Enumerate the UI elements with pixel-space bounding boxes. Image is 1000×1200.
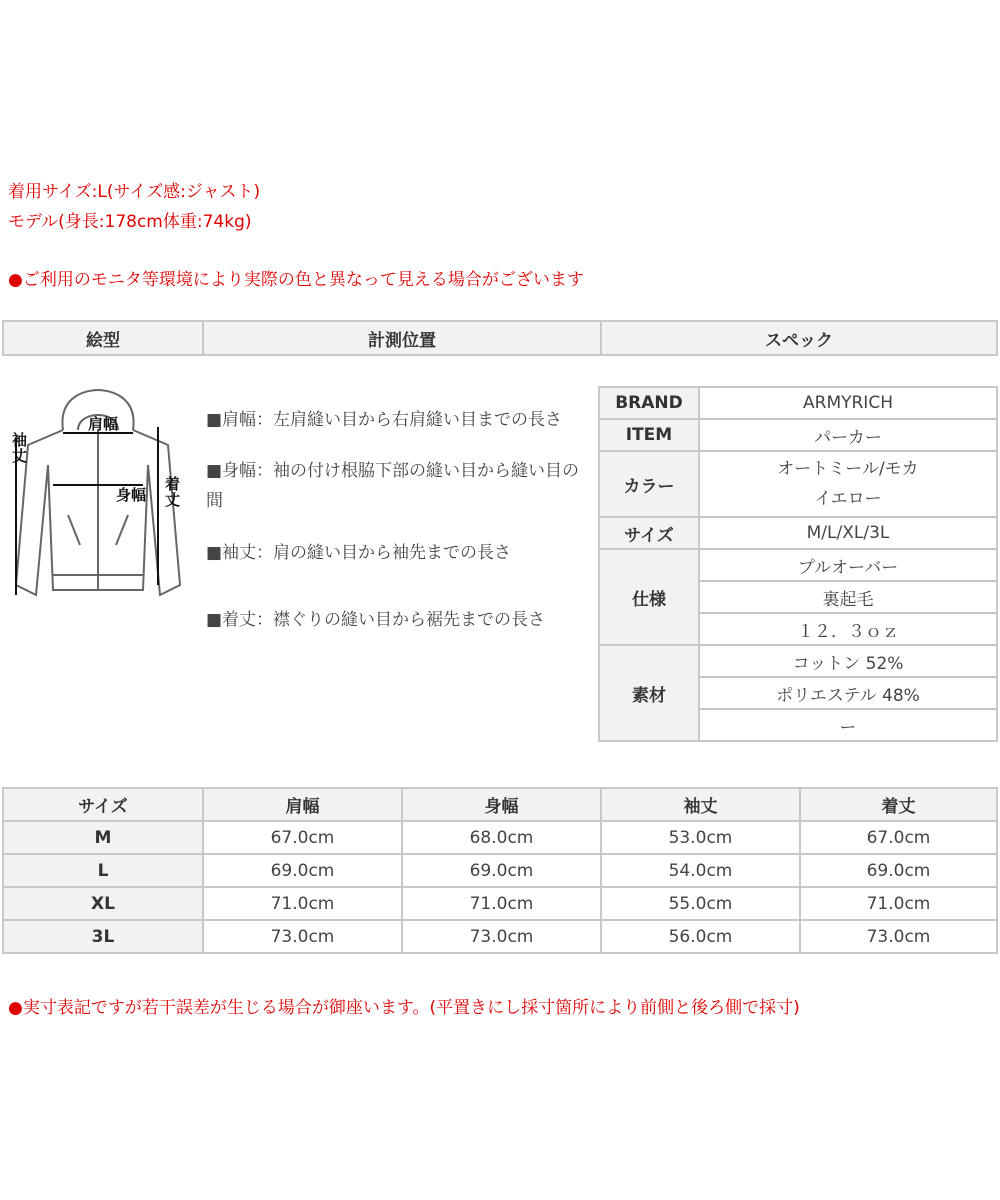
size-cell: L (3, 854, 203, 887)
size-header-body: 身幅 (402, 788, 601, 821)
size-cell: 69.0cm (800, 854, 997, 887)
size-cell: 73.0cm (800, 920, 997, 953)
size-cell: 68.0cm (402, 821, 601, 854)
header-diagram: 絵型 (3, 321, 203, 355)
measurement-note: ●実寸表記ですが若干誤差が生じる場合が御座います。(平置きにし採寸箇所により前側と後ろ側で採寸) (8, 998, 800, 1018)
size-cell: 73.0cm (203, 920, 402, 953)
spec-spec-1: プルオーバー (699, 549, 997, 581)
spec-material-label: 素材 (599, 645, 699, 741)
size-table (2, 787, 998, 954)
size-cell: 53.0cm (601, 821, 800, 854)
table-row (3, 854, 997, 887)
spec-material-3: ー (699, 709, 997, 741)
table-row (3, 920, 997, 953)
size-cell: 56.0cm (601, 920, 800, 953)
wear-size-note: 着用サイズ:L(サイズ感:ジャスト) (8, 182, 261, 202)
section-header-table (2, 320, 998, 356)
label-shoulder-width: 肩幅 (88, 415, 119, 433)
label-body-width: 身幅 (116, 486, 147, 504)
spec-color-label: カラー (599, 451, 699, 517)
size-cell: 71.0cm (402, 887, 601, 920)
size-cell: 69.0cm (203, 854, 402, 887)
size-cell: 54.0cm (601, 854, 800, 887)
spec-spec-2: 裏起毛 (699, 581, 997, 613)
size-header-length: 着丈 (800, 788, 997, 821)
size-cell: M (3, 821, 203, 854)
measure-length: ■着丈：襟ぐりの縫い目から裾先までの長さ (206, 610, 546, 630)
label-sleeve-length: 袖 丈 (12, 431, 28, 465)
size-header-shoulder: 肩幅 (203, 788, 402, 821)
table-row (3, 887, 997, 920)
measure-sleeve: ■袖丈：肩の縫い目から袖先までの長さ (206, 543, 512, 563)
spec-item-label: ITEM (599, 419, 699, 451)
size-header-size: サイズ (3, 788, 203, 821)
spec-brand-label: BRAND (599, 387, 699, 419)
size-cell: 71.0cm (800, 887, 997, 920)
size-cell: XL (3, 887, 203, 920)
spec-brand-value: ARMYRICH (699, 387, 997, 419)
size-cell: 73.0cm (402, 920, 601, 953)
label-body-length: 着 丈 (165, 475, 181, 509)
spec-size-value: M/L/XL/3L (699, 517, 997, 549)
measure-body-width: ■身幅：袖の付け根脇下部の縫い目から縫い目の間 (206, 461, 580, 511)
spec-material-2: ポリエステル 48% (699, 677, 997, 709)
measure-shoulder: ■肩幅：左肩縫い目から右肩縫い目までの長さ (206, 410, 563, 430)
spec-spec-label: 仕様 (599, 549, 699, 645)
spec-table (598, 386, 998, 742)
spec-item-value: パーカー (699, 419, 997, 451)
size-cell: 67.0cm (800, 821, 997, 854)
table-row (3, 821, 997, 854)
size-cell: 3L (3, 920, 203, 953)
size-cell: 69.0cm (402, 854, 601, 887)
spec-size-label: サイズ (599, 517, 699, 549)
header-measure-position: 計測位置 (203, 321, 601, 355)
spec-color-line2: イエロー (814, 489, 882, 509)
header-spec: スペック (601, 321, 997, 355)
spec-color-value (699, 451, 997, 517)
spec-material-1: コットン 52% (699, 645, 997, 677)
model-note: モデル(身長:178cm体重:74kg) (8, 212, 252, 232)
size-cell: 71.0cm (203, 887, 402, 920)
spec-color-line1: オートミール/モカ (777, 459, 919, 479)
spec-spec-3: １２．３ｏｚ (699, 613, 997, 645)
size-header-sleeve: 袖丈 (601, 788, 800, 821)
size-cell: 67.0cm (203, 821, 402, 854)
size-cell: 55.0cm (601, 887, 800, 920)
monitor-note: ●ご利用のモニタ等環境により実際の色と異なって見える場合がございます (8, 270, 584, 290)
